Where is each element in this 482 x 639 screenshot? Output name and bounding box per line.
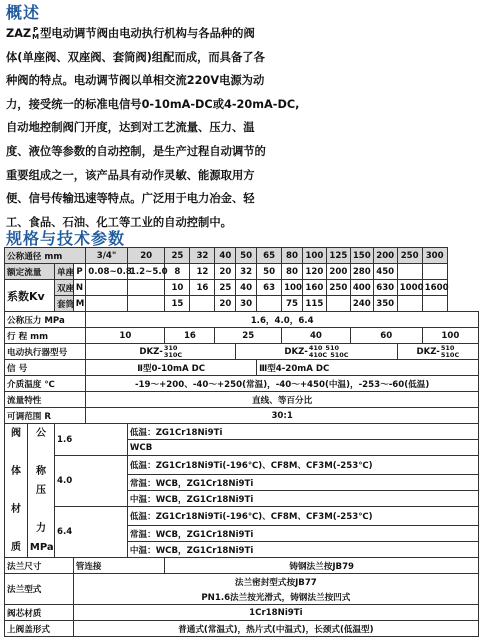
table-row bbox=[5, 264, 479, 280]
table-cell: 25 bbox=[215, 280, 236, 296]
pressure-class-label: 公 称 压 力 MPa bbox=[27, 424, 54, 558]
material-row: 中温：WCB，ZG1Cr18Ni9Ti bbox=[127, 542, 478, 558]
table-cell: 65 bbox=[257, 248, 282, 264]
material-row: WCB bbox=[127, 440, 478, 456]
table-cell: 铸钢法兰按JB79 bbox=[165, 558, 479, 574]
pressure-class: 6.4 bbox=[54, 507, 127, 558]
table-cell: 法兰密封型式按JB77 bbox=[73, 574, 478, 590]
overview-line: 力，接受统一的标准电信号0-10mA-DC或4-20mA-DC, bbox=[6, 97, 300, 111]
type-code: N bbox=[73, 280, 86, 296]
table-cell: 12 bbox=[190, 264, 215, 280]
bonnet-label: 上阀盖形式 bbox=[5, 621, 74, 637]
table-row bbox=[5, 296, 479, 312]
table-cell: 8 bbox=[165, 264, 190, 280]
table-row bbox=[5, 312, 479, 328]
body-material-label: 阀 体 材 质 bbox=[5, 424, 28, 558]
table-cell: 80 bbox=[282, 248, 303, 264]
table-cell: 0.08~0.8 bbox=[86, 264, 128, 280]
specs-table bbox=[4, 247, 479, 637]
actuator-model: DKZ- 310 310C bbox=[86, 344, 236, 360]
table-row bbox=[5, 424, 479, 440]
overview-line: 便、信号传输迅速等特点。广泛用于电力冶金、轻 bbox=[6, 192, 255, 206]
table-cell: 普通式(常温式)，热片式(中温式)，长颈式(低温型) bbox=[73, 621, 478, 637]
table-cell: 125 bbox=[326, 248, 350, 264]
core-label: 阀芯材质 bbox=[5, 605, 74, 621]
table-cell: 350 bbox=[373, 296, 397, 312]
table-cell: 1600 bbox=[422, 280, 447, 296]
table-cell bbox=[326, 296, 350, 312]
table-row bbox=[5, 589, 479, 605]
table-cell bbox=[257, 296, 282, 312]
material-row: 中温：WCB，ZG1Cr18Ni9Ti bbox=[127, 491, 478, 507]
table-cell: 15 bbox=[165, 296, 190, 312]
overview-paragraph bbox=[6, 22, 476, 234]
kv-label: 系数Kv bbox=[5, 280, 55, 312]
table-cell: 280 bbox=[350, 264, 373, 280]
table-cell: 30 bbox=[236, 296, 257, 312]
table-cell bbox=[397, 296, 422, 312]
actuator-model: DKZ- 510 510C bbox=[397, 344, 478, 360]
specs-heading: 规格与技术参数 bbox=[6, 229, 126, 248]
table-row bbox=[5, 574, 479, 590]
pressure-class: 1.6 bbox=[54, 424, 127, 456]
table-cell: 115 bbox=[302, 296, 326, 312]
table-cell: 20 bbox=[215, 296, 236, 312]
signal-label: 信 号 bbox=[5, 360, 86, 376]
table-cell: 450 bbox=[373, 264, 397, 280]
table-cell: 75 bbox=[282, 296, 303, 312]
table-cell: 60 bbox=[350, 328, 422, 344]
type-code: P bbox=[73, 264, 86, 280]
material-row: 常温：WCB，ZG1Cr18Ni9Ti bbox=[127, 475, 478, 491]
flow-char-label: 流量特性 bbox=[5, 392, 86, 408]
table-row bbox=[5, 456, 479, 475]
table-cell: 100 bbox=[302, 248, 326, 264]
table-cell: 16 bbox=[190, 280, 215, 296]
pressure-class: 4.0 bbox=[54, 456, 127, 507]
table-cell: 250 bbox=[326, 280, 350, 296]
flange-size-label: 法兰尺寸 bbox=[5, 558, 74, 574]
table-cell: 1.2~5.0 bbox=[127, 264, 165, 280]
table-row bbox=[5, 376, 479, 392]
type-name: 双座 bbox=[54, 280, 73, 296]
table-cell: 10 bbox=[86, 328, 165, 344]
table-cell: 20 bbox=[127, 248, 165, 264]
table-cell: 25 bbox=[165, 248, 190, 264]
table-cell: Ⅲ型4-20mA DC bbox=[257, 360, 479, 376]
table-cell: 63 bbox=[257, 280, 282, 296]
table-row bbox=[5, 621, 479, 637]
table-cell: 80 bbox=[282, 264, 303, 280]
table-cell: 50 bbox=[257, 264, 282, 280]
material-row: 低温：ZG1Cr18Ni9Ti(-196℃)、CF8M、CF3M(-253℃) bbox=[127, 507, 478, 526]
table-cell: 10 bbox=[165, 280, 190, 296]
table-cell: 630 bbox=[373, 280, 397, 296]
table-cell: 250 bbox=[397, 248, 422, 264]
temp-label: 介质温度 ℃ bbox=[5, 376, 86, 392]
table-cell: 200 bbox=[326, 264, 350, 280]
overview-line: 度、液位等参数的自动控制，是生产过程自动调节的 bbox=[6, 144, 266, 158]
table-cell: 40 bbox=[282, 328, 351, 344]
table-cell: 直线、等百分比 bbox=[86, 392, 479, 408]
table-row bbox=[5, 558, 479, 574]
table-cell: Ⅱ型0-10mA DC bbox=[86, 360, 257, 376]
overview-line: 自动地控制阀门开度，达到对工艺流量、压力、温 bbox=[6, 121, 255, 135]
table-row bbox=[5, 392, 479, 408]
actuator-label: 电动执行器型号 bbox=[5, 344, 86, 360]
table-cell bbox=[422, 296, 447, 312]
actuator-model: DKZ- 410 510 410C 510C bbox=[236, 344, 397, 360]
table-cell: 400 bbox=[350, 280, 373, 296]
table-row bbox=[5, 344, 479, 360]
table-cell: 100 bbox=[422, 328, 478, 344]
overview-line: 重要组成之一，该产品具有动作灵敏、能源取用方 bbox=[6, 168, 255, 182]
type-code: M bbox=[73, 296, 86, 312]
table-row bbox=[5, 605, 479, 621]
model-pm-stack: P M bbox=[32, 26, 40, 41]
table-cell: 30:1 bbox=[86, 408, 479, 424]
table-cell bbox=[127, 296, 165, 312]
table-cell: 200 bbox=[373, 248, 397, 264]
table-cell: -19～+200、-40～+250(常温)，-40～+450(中温)，-253～-60(低温) bbox=[86, 376, 479, 392]
table-cell: 100 bbox=[282, 280, 303, 296]
table-cell bbox=[422, 264, 447, 280]
table-cell: 32 bbox=[190, 248, 215, 264]
pressure-label: 公称压力 MPa bbox=[5, 312, 86, 328]
flange-size-sub: 管连接 bbox=[73, 558, 165, 574]
pressure-value: 1.6，4.0，6.4 bbox=[86, 312, 479, 328]
table-row bbox=[5, 328, 479, 344]
overview-line: 体(单座阀、双座阀、套筒阀)组配而成，而具备了各 bbox=[6, 50, 265, 64]
table-cell: 16 bbox=[165, 328, 215, 344]
table-cell: 40 bbox=[236, 280, 257, 296]
table-cell: 240 bbox=[350, 296, 373, 312]
table-cell: 1000 bbox=[397, 280, 422, 296]
table-cell: 300 bbox=[422, 248, 447, 264]
model-prefix: ZAZ bbox=[6, 27, 32, 40]
material-row: 低温：ZG1Cr18Ni9Ti(-196℃)、CF8M、CF3M(-253℃) bbox=[127, 456, 478, 475]
stroke-label: 行 程 mm bbox=[5, 328, 86, 344]
material-row: 常温：WCB，ZG1Cr18Ni9Ti bbox=[127, 526, 478, 542]
table-cell: 20 bbox=[215, 264, 236, 280]
table-cell: 50 bbox=[236, 248, 257, 264]
table-cell bbox=[86, 280, 128, 296]
table-cell bbox=[86, 296, 128, 312]
table-cell bbox=[127, 280, 165, 296]
table-cell: 120 bbox=[302, 264, 326, 280]
overview-heading: 概述 bbox=[6, 3, 41, 22]
table-row bbox=[5, 408, 479, 424]
flange-type-label: 法兰型式 bbox=[5, 574, 74, 605]
type-name: 单座 bbox=[54, 264, 73, 280]
table-cell: 160 bbox=[302, 280, 326, 296]
table-row bbox=[5, 248, 479, 264]
table-row bbox=[5, 280, 479, 296]
table-cell: 150 bbox=[350, 248, 373, 264]
overview-line: 工、食品、石油、化工等工业的自动控制中。 bbox=[6, 215, 232, 229]
range-label: 可调范围 R bbox=[5, 408, 86, 424]
table-cell bbox=[397, 264, 422, 280]
table-cell: 25 bbox=[215, 328, 282, 344]
table-cell: 40 bbox=[215, 248, 236, 264]
nominal-dia-label: 公称通径 mm bbox=[5, 248, 86, 264]
rated-flow-label: 额定流量 bbox=[5, 264, 55, 280]
table-row bbox=[5, 360, 479, 376]
table-row bbox=[5, 507, 479, 526]
type-name: 套筒 bbox=[54, 296, 73, 312]
table-cell: 1Cr18Ni9Ti bbox=[73, 605, 478, 621]
table-cell: PN1.6法兰按光滑式，铸钢法兰按凹式 bbox=[73, 589, 478, 605]
table-cell bbox=[190, 296, 215, 312]
table-cell: 32 bbox=[236, 264, 257, 280]
table-cell: 3/4" bbox=[86, 248, 128, 264]
overview-line bbox=[6, 22, 476, 46]
overview-line: 种阀的特点。电动调节阀以单相交流220V电源为动 bbox=[6, 74, 265, 88]
material-row: 低温：ZG1Cr18Ni9Ti bbox=[127, 424, 478, 440]
overview-line-text: 型电动调节阀由电动执行机构与各品种的阀 bbox=[40, 27, 255, 40]
